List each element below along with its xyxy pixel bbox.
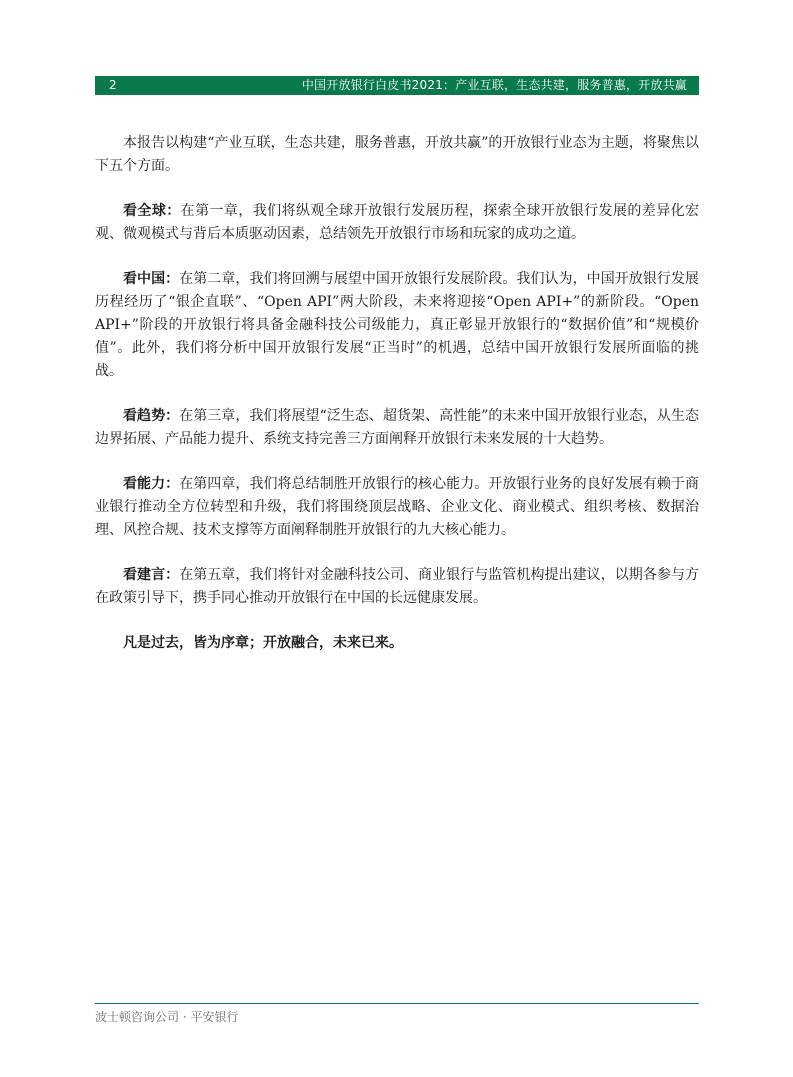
running-title: 中国开放银行白皮书2021：产业互联，生态共建，服务普惠，开放共赢 [301,78,687,92]
section-text: 在第一章，我们将纵观全球开放银行发展历程，探索全球开放银行发展的差异化宏观、微观模式与背后本质驱动因素，总结领先开放银行市场和玩家的成功之道。 [95,203,700,242]
document-body [95,132,699,677]
section-paragraph-china [95,268,699,383]
footer-text: 波士顿咨询公司 · 平安银行 [95,1010,239,1024]
section-lead: 看建言： [123,567,180,583]
section-lead: 看趋势： [123,408,180,424]
section-lead: 看能力： [123,476,180,492]
page-number: 2 [109,78,117,92]
section-paragraph-recommendations [95,564,699,610]
running-header [95,76,699,95]
closing-statement: 凡是过去，皆为序章；开放融合，未来已来。 [123,635,403,651]
section-lead: 看全球： [123,203,181,219]
footer-divider [95,1003,699,1004]
section-text: 在第五章，我们将针对金融科技公司、商业银行与监管机构提出建议，以期各参与方在政策引导下，携手同心推动开放银行在中国的长远健康发展。 [95,567,700,606]
section-paragraph-capabilities [95,473,699,542]
section-text: 在第二章，我们将回溯与展望中国开放银行发展阶段。我们认为，中国开放银行发展历程经历了“银企直联”、“Open API”两大阶段，未来将迎接“Open API+”的新阶段。“Open API+”阶段的开放银行将具备金融科技公司级能力，真正彰显开放银行的“数据价值”和“规模价值”。此外，我们将分析中国开放银行发展“正当时”的机遇，总结中国开放银行发展所面临的挑战。 [95,271,700,379]
section-text: 在第三章，我们将展望“泛生态、超货架、高性能”的未来中国开放银行业态，从生态边界拓展、产品能力提升、系统支持完善三方面阐释开放银行未来发展的十大趋势。 [95,408,700,447]
section-text: 在第四章，我们将总结制胜开放银行的核心能力。开放银行业务的良好发展有赖于商业银行推动全方位转型和升级，我们将围绕顶层战略、企业文化、商业模式、组织考核、数据治理、风控合规、技术支撑等方面阐释制胜开放银行的九大核心能力。 [95,476,700,538]
section-lead: 看中国： [123,271,180,287]
section-paragraph-global [95,200,699,246]
intro-paragraph: 本报告以构建“产业互联，生态共建，服务普惠，开放共赢”的开放银行业态为主题，将聚焦以下五个方面。 [95,135,699,174]
section-paragraph-trends [95,405,699,451]
